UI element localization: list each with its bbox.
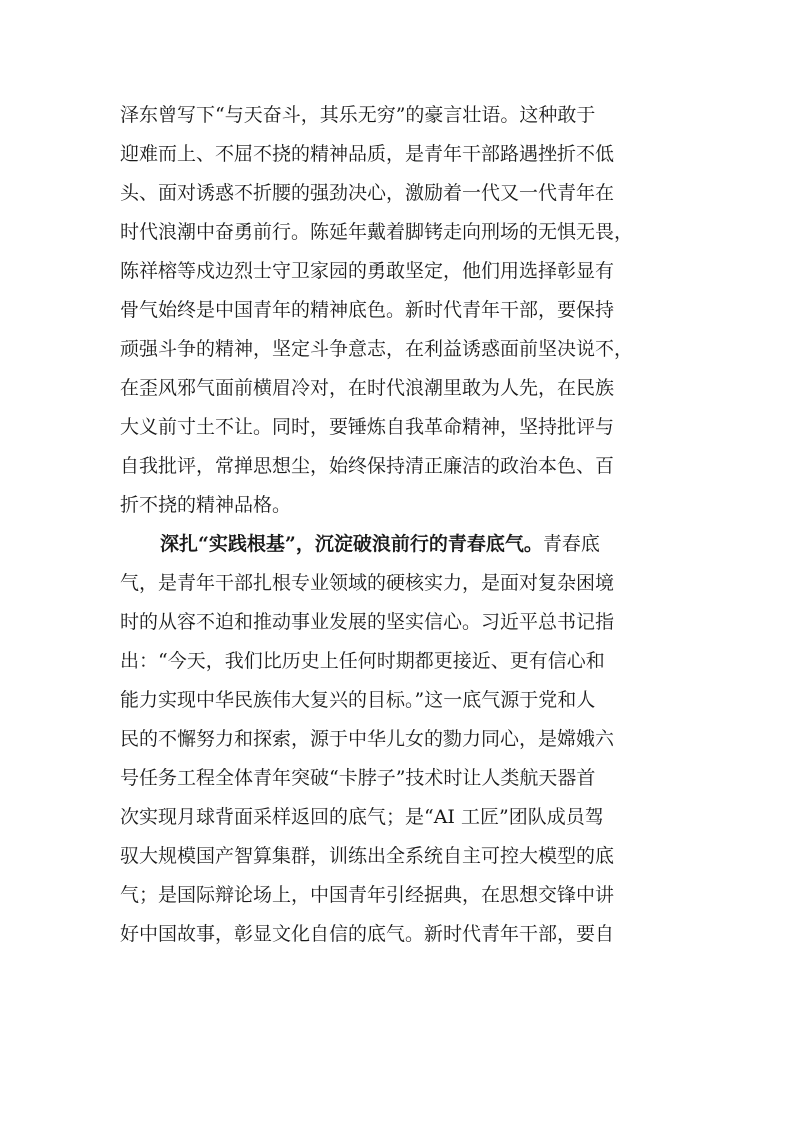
text-span: 青春底 bbox=[542, 533, 600, 555]
text-line: 迎难而上、不屈不挠的精神品质，是青年干部路遇挫折不低 bbox=[120, 143, 615, 165]
text-line: 骨气始终是中国青年的精神底色。新时代青年干部，要保持 bbox=[120, 299, 615, 321]
paragraph-2 bbox=[120, 525, 680, 954]
text-line: 时代浪潮中奋勇前行。陈延年戴着脚铐走向刑场的无惧无畏， bbox=[120, 221, 634, 243]
text-line: 出：“今天，我们比历史上任何时期都更接近、更有信心和 bbox=[120, 650, 605, 672]
text-line: 大义前寸土不让。同时，要锤炼自我革命精神，坚持批评与 bbox=[120, 416, 615, 438]
text-line: 时的从容不迫和推动事业发展的坚实信心。习近平总书记指 bbox=[120, 611, 615, 633]
text-line: 好中国故事，彰显文化自信的底气。新时代青年干部，要自 bbox=[120, 923, 615, 945]
text-line: 折不挠的精神品格。 bbox=[120, 494, 292, 516]
text-line: 自我批评，常掸思想尘，始终保持清正廉洁的政治本色、百 bbox=[120, 455, 615, 477]
document-body bbox=[120, 96, 680, 954]
text-line: 次实现月球背面采样返回的底气；是“AI 工匠”团队成员驾 bbox=[120, 806, 604, 828]
text-line: 气，是青年干部扎根专业领域的硬核实力，是面对复杂困境 bbox=[120, 572, 615, 594]
text-line: 驭大规模国产智算集群，训练出全系统自主可控大模型的底 bbox=[120, 845, 615, 867]
text-line: 泽东曾写下“与天奋斗，其乐无穷”的豪言壮语。这种敢于 bbox=[120, 104, 596, 126]
section-heading: 深扎“实践根基”，沉淀破浪前行的青春底气。 bbox=[160, 533, 543, 555]
text-line: 民的不懈努力和探索，源于中华儿女的勠力同心，是嫦娥六 bbox=[120, 728, 615, 750]
text-line: 在歪风邪气面前横眉冷对，在时代浪潮里敢为人先，在民族 bbox=[120, 377, 615, 399]
text-line: 顽强斗争的精神，坚定斗争意志，在利益诱惑面前坚决说不， bbox=[120, 338, 634, 360]
text-line: 气；是国际辩论场上，中国青年引经据典，在思想交锋中讲 bbox=[120, 884, 615, 906]
text-line: 号任务工程全体青年突破“卡脖子”技术时让人类航天器首 bbox=[120, 767, 596, 789]
text-line: 头、面对诱惑不折腰的强劲决心，激励着一代又一代青年在 bbox=[120, 182, 615, 204]
text-line: 能力实现中华民族伟大复兴的目标。”这一底气源于党和人 bbox=[120, 689, 596, 711]
text-line: 陈祥榕等戍边烈士守卫家园的勇敢坚定，他们用选择彰显有 bbox=[120, 260, 615, 282]
paragraph-1 bbox=[120, 96, 680, 525]
paragraph-first-line bbox=[120, 525, 680, 564]
